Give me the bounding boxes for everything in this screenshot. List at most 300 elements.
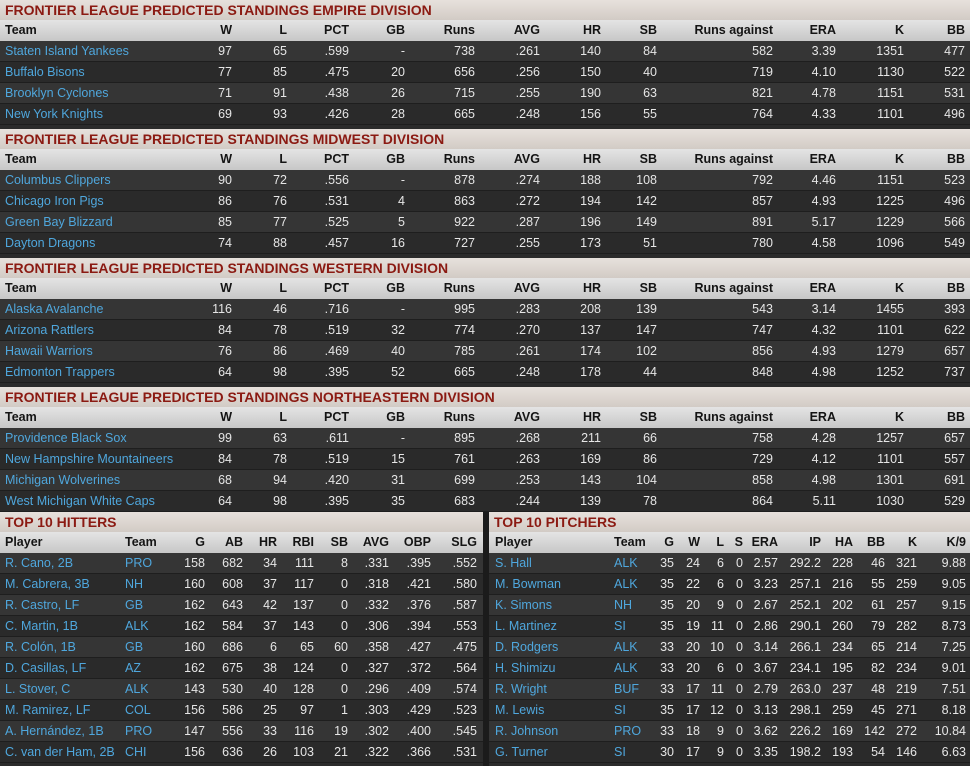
table-cell: .394 [406,619,431,633]
table-cell: .395 [324,494,349,508]
table-cell: 31 [391,473,405,487]
table-cell: 4.98 [811,473,836,487]
table-cell: 35 [660,598,674,612]
table-cell: 137 [580,323,601,337]
table-cell: 257.1 [789,577,821,591]
table-cell: .332 [364,598,389,612]
player-or-team-link[interactable]: H. Shimizu [495,661,556,675]
table-cell: .372 [406,661,431,675]
team-link[interactable]: ALK [614,577,638,591]
column-header: BB [946,281,965,295]
table-cell: 556 [222,724,243,738]
table-cell: 8 [341,556,348,570]
table-cell: 477 [944,44,965,58]
table-cell: 0 [341,661,348,675]
table-cell: 586 [222,703,243,717]
table-cell: 202 [832,598,853,612]
row-line [0,104,970,124]
row-line [0,470,970,490]
column-header: GB [386,152,405,166]
table-cell: 38 [263,661,277,675]
table-cell: .519 [324,452,349,466]
column-header: HA [834,535,853,549]
table-cell: 142 [864,724,885,738]
table-cell: 259 [896,577,917,591]
table-row [0,212,970,233]
row-line [489,742,970,762]
table-cell: 622 [944,323,965,337]
player-or-team-link[interactable]: D. Rodgers [495,640,559,654]
table-cell: 643 [222,598,243,612]
division-standings-table [0,258,970,383]
player-or-team-link[interactable]: Brooklyn Cyclones [5,86,109,100]
table-cell: 675 [222,661,243,675]
team-link[interactable]: PRO [125,556,153,570]
table-cell: .261 [515,44,540,58]
table-cell: 64 [218,494,232,508]
table-cell: 108 [636,173,657,187]
player-or-team-link[interactable]: New Hampshire Mountaineers [5,452,174,466]
table-cell: 65 [273,44,287,58]
table-cell: .580 [452,577,477,591]
table-row [489,595,970,616]
table-cell: 582 [752,44,773,58]
table-cell: 137 [293,598,314,612]
player-or-team-link[interactable]: L. Stover, C [5,682,71,696]
table-cell: 124 [293,661,314,675]
table-cell: 55 [643,107,657,121]
table-cell: 211 [581,431,601,445]
table-cell: .457 [324,236,349,250]
team-link[interactable]: NH [614,598,633,612]
table-cell: 196 [580,215,601,229]
table-cell: 4.93 [811,194,836,208]
player-or-team-link[interactable]: L. Martinez [495,619,557,633]
table-cell: 8.73 [941,619,966,633]
table-cell: 4 [398,194,405,208]
table-cell: 37 [263,619,277,633]
table-cell: .366 [406,745,431,759]
table-cell: 169 [580,452,601,466]
table-cell: 10.84 [934,724,966,738]
table-cell: 891 [752,215,773,229]
table-cell: 0 [736,619,743,633]
player-or-team-link[interactable]: M. Bowman [495,577,561,591]
table-cell: 99 [218,431,232,445]
table-header [0,20,970,41]
table-cell: 190 [580,86,601,100]
pitchers-title: TOP 10 PITCHERS [489,512,970,532]
column-header: L [279,23,287,37]
table-cell: 19 [686,619,700,633]
column-header: AVG [513,410,540,424]
table-row [489,553,970,574]
table-cell: 821 [752,86,773,100]
table-cell: 20 [686,640,700,654]
table-row [0,679,483,700]
table-cell: .248 [515,107,540,121]
table-cell: 608 [222,577,243,591]
table-cell: 557 [944,452,965,466]
row-line [0,212,970,232]
player-or-team-link[interactable]: Edmonton Trappers [5,365,115,379]
table-cell: 143 [580,473,601,487]
table-cell: 657 [944,431,965,445]
table-cell: 160 [184,577,205,591]
player-or-team-link[interactable]: M. Lewis [495,703,545,717]
table-cell: 86 [643,452,657,466]
table-cell: 35 [660,703,674,717]
table-cell: 208 [580,302,601,316]
table-cell: 88 [273,236,287,250]
table-row [0,449,970,470]
column-header: PCT [324,281,349,295]
table-cell: 4.46 [811,173,836,187]
player-or-team-link[interactable]: M. Cabrera, 3B [5,577,90,591]
row-line [0,721,483,741]
table-cell: 146 [896,745,917,759]
column-header: Team [5,281,37,295]
table-cell: 17 [686,703,700,717]
table-row [0,170,970,191]
player-or-team-link[interactable]: C. van der Ham, 2B [5,745,115,759]
team-link[interactable]: PRO [125,724,153,738]
player-or-team-link[interactable]: R. Wright [495,682,547,696]
team-link[interactable]: ALK [125,619,149,633]
player-or-team-link[interactable]: New York Knights [5,107,103,121]
table-cell: 79 [871,619,885,633]
team-link[interactable]: GB [125,598,144,612]
table-cell: 1151 [877,86,904,100]
table-cell: .519 [324,323,349,337]
table-cell: 237 [832,682,853,696]
player-or-team-link[interactable]: Staten Island Yankees [5,44,129,58]
row-line [489,721,970,741]
table-cell: 0 [736,703,743,717]
table-cell: .525 [324,215,349,229]
table-row [0,470,970,491]
table-cell: 26 [391,86,405,100]
row-line [0,362,970,382]
column-header: G [664,535,674,549]
table-row [0,62,970,83]
table-cell: 9.15 [941,598,966,612]
table-cell: 3.23 [753,577,778,591]
table-cell: 7.25 [941,640,966,654]
table-cell: .574 [452,682,477,696]
top-pitchers-table [489,512,970,766]
table-cell: .421 [406,577,431,591]
table-cell: 522 [944,65,965,79]
column-header: PCT [324,23,349,37]
table-cell: 143 [184,682,205,696]
table-cell: 46 [273,302,287,316]
table-cell: 116 [294,724,314,738]
team-link[interactable]: NH [125,577,144,591]
row-line [489,658,970,678]
player-or-team-link[interactable]: Hawaii Warriors [5,344,93,358]
player-or-team-link[interactable]: Michigan Wolverines [5,473,121,487]
row-line [0,428,970,448]
table-cell: 140 [580,44,601,58]
player-or-team-link[interactable]: A. Hernández, 1B [5,724,104,738]
table-cell: 16 [391,236,405,250]
column-header: SB [330,535,348,549]
column-header: BB [866,535,885,549]
table-cell: 292.2 [789,556,821,570]
row-line [489,595,970,615]
table-row [0,341,970,362]
table-cell: 864 [752,494,773,508]
table-cell: 0 [341,598,348,612]
table-cell: 4.58 [811,236,836,250]
table-cell: 94 [273,473,287,487]
table-header [0,532,483,553]
table-cell: - [400,431,405,445]
column-header: SLG [451,535,477,549]
team-link[interactable]: ALK [614,640,638,654]
table-cell: .556 [324,173,349,187]
table-cell: .270 [515,323,540,337]
table-cell: 530 [222,682,243,696]
player-or-team-link[interactable]: S. Hall [495,556,532,570]
table-row [489,616,970,637]
table-cell: 1030 [876,494,904,508]
table-cell: 117 [294,577,314,591]
row-line [489,679,970,699]
team-link[interactable]: SI [614,619,626,633]
team-link[interactable]: CHI [125,745,147,759]
table-header [0,278,970,299]
table-cell: 10 [710,640,724,654]
table-cell: 656 [454,65,475,79]
player-or-team-link[interactable]: R. Castro, LF [5,598,80,612]
table-cell: 24 [686,556,700,570]
table-cell: .420 [324,473,349,487]
table-cell: .331 [364,556,389,570]
table-row [0,721,483,742]
player-or-team-link[interactable]: Green Bay Blizzard [5,215,113,229]
column-header: AB [224,535,243,549]
column-header: Runs against [694,410,773,424]
player-or-team-link[interactable]: G. Turner [495,745,548,759]
player-or-team-link[interactable]: West Michigan White Caps [5,494,155,508]
table-cell: 257 [896,598,917,612]
hitters-title: TOP 10 HITTERS [0,512,483,532]
division-standings-table [0,387,970,512]
table-cell: 162 [184,661,205,675]
table-cell: 72 [273,173,287,187]
table-cell: .438 [324,86,349,100]
table-cell: 657 [944,344,965,358]
division-title: FRONTIER LEAGUE PREDICTED STANDINGS EMPIRE DIVISION [0,0,970,20]
table-row [489,637,970,658]
team-link[interactable]: AZ [125,661,141,675]
table-cell: 2.79 [753,682,778,696]
table-cell: 4.10 [811,65,836,79]
team-link[interactable]: GB [125,640,144,654]
table-cell: 26 [263,745,277,759]
table-cell: 68 [218,473,232,487]
table-cell: 729 [752,452,773,466]
table-cell: 1279 [876,344,904,358]
table-row [0,491,970,512]
table-cell: 7.51 [941,682,966,696]
table-cell: 54 [871,745,885,759]
table-cell: 195 [832,661,853,675]
player-or-team-link[interactable]: R. Colón, 1B [5,640,76,654]
table-cell: 9 [717,745,724,759]
team-link[interactable]: ALK [125,682,149,696]
column-header: HR [582,152,601,166]
table-cell: 77 [218,65,232,79]
table-cell: 90 [218,173,232,187]
table-cell: 35 [660,619,674,633]
column-header: W [220,281,232,295]
table-row [0,658,483,679]
table-row [489,721,970,742]
table-cell: 549 [944,236,965,250]
column-header: L [279,281,287,295]
table-cell: 6 [717,661,724,675]
team-link[interactable]: BUF [614,682,639,696]
column-header: K [894,410,904,424]
table-cell: 1229 [876,215,904,229]
table-cell: 0 [736,556,743,570]
table-cell: .268 [515,431,540,445]
table-cell: 173 [580,236,601,250]
table-cell: 496 [944,194,965,208]
table-cell: 76 [218,344,232,358]
table-cell: .318 [364,577,389,591]
table-cell: 86 [218,194,232,208]
table-cell: 785 [454,344,475,358]
table-cell: 393 [944,302,965,316]
table-cell: 25 [263,703,277,717]
table-cell: 0 [341,577,348,591]
row-line [0,491,970,511]
table-cell: 139 [636,302,657,316]
player-or-team-link[interactable]: Alaska Avalanche [5,302,104,316]
column-header: W [688,535,700,549]
table-cell: 5.11 [812,494,836,508]
player-or-team-link[interactable]: Columbus Clippers [5,173,111,187]
row-line [0,616,483,636]
team-link[interactable]: ALK [614,661,638,675]
table-cell: 52 [391,365,405,379]
table-cell: 33 [660,724,674,738]
table-cell: 496 [944,107,965,121]
column-header: GB [386,410,405,424]
table-cell: 188 [580,173,601,187]
table-cell: 156 [184,745,205,759]
table-cell: 3.62 [753,724,778,738]
table-cell: 0 [736,682,743,696]
division-title: FRONTIER LEAGUE PREDICTED STANDINGS WESTERN DIVISION [0,258,970,278]
player-or-team-link[interactable]: C. Martin, 1B [5,619,78,633]
player-or-team-link[interactable]: D. Casillas, LF [5,661,87,675]
player-or-team-link[interactable]: Chicago Iron Pigs [5,194,104,208]
table-row [0,742,483,763]
table-cell: 0 [736,598,743,612]
table-cell: 3.13 [753,703,778,717]
table-cell: 214 [896,640,917,654]
table-cell: 91 [273,86,287,100]
team-link[interactable]: SI [614,745,626,759]
table-cell: .303 [364,703,389,717]
player-or-team-link[interactable]: K. Simons [495,598,552,612]
table-cell: .475 [324,65,349,79]
player-or-team-link[interactable]: R. Johnson [495,724,559,738]
player-or-team-link[interactable]: Providence Black Sox [5,431,127,445]
table-cell: 84 [643,44,657,58]
table-cell: 63 [643,86,657,100]
column-header: AVG [362,535,389,549]
column-header: HR [582,410,601,424]
row-line [0,233,970,253]
table-cell: 0 [341,619,348,633]
table-row [0,595,483,616]
table-cell: 263.0 [789,682,821,696]
player-or-team-link[interactable]: R. Cano, 2B [5,556,74,570]
table-cell: 260 [832,619,853,633]
table-cell: 142 [636,194,657,208]
team-link[interactable]: ALK [614,556,638,570]
row-line [0,658,483,678]
team-link[interactable]: COL [125,703,151,717]
table-cell: 780 [752,236,773,250]
header-line [0,407,970,428]
table-cell: 6.63 [941,745,966,759]
column-header: Team [5,410,37,424]
table-cell: 995 [454,302,475,316]
table-cell: 686 [222,640,243,654]
row-line [0,191,970,211]
table-cell: .263 [515,452,540,466]
row-line [0,637,483,657]
table-cell: .553 [452,619,477,633]
row-line [489,700,970,720]
table-cell: 0 [736,724,743,738]
table-cell: 40 [643,65,657,79]
column-header: L [279,152,287,166]
table-header [489,532,970,553]
table-cell: 149 [636,215,657,229]
row-line [0,41,970,61]
row-line [0,742,483,762]
table-cell: 6 [717,556,724,570]
table-cell: 71 [218,86,232,100]
table-cell: 158 [184,556,205,570]
table-cell: .475 [452,640,477,654]
row-line [0,595,483,615]
table-cell: 321 [896,556,917,570]
column-header: K/9 [946,535,966,549]
player-or-team-link[interactable]: M. Ramirez, LF [5,703,91,717]
table-cell: 2.57 [753,556,778,570]
player-or-team-link[interactable]: Arizona Rattlers [5,323,94,337]
team-link[interactable]: SI [614,703,626,717]
table-cell: 147 [636,323,657,337]
table-cell: 17 [686,682,700,696]
player-or-team-link[interactable]: Buffalo Bisons [5,65,85,79]
table-cell: 32 [391,323,405,337]
table-cell: 8.18 [941,703,966,717]
player-or-team-link[interactable]: Dayton Dragons [5,236,96,250]
table-cell: 69 [218,107,232,121]
table-cell: 774 [454,323,475,337]
team-link[interactable]: PRO [614,724,642,738]
